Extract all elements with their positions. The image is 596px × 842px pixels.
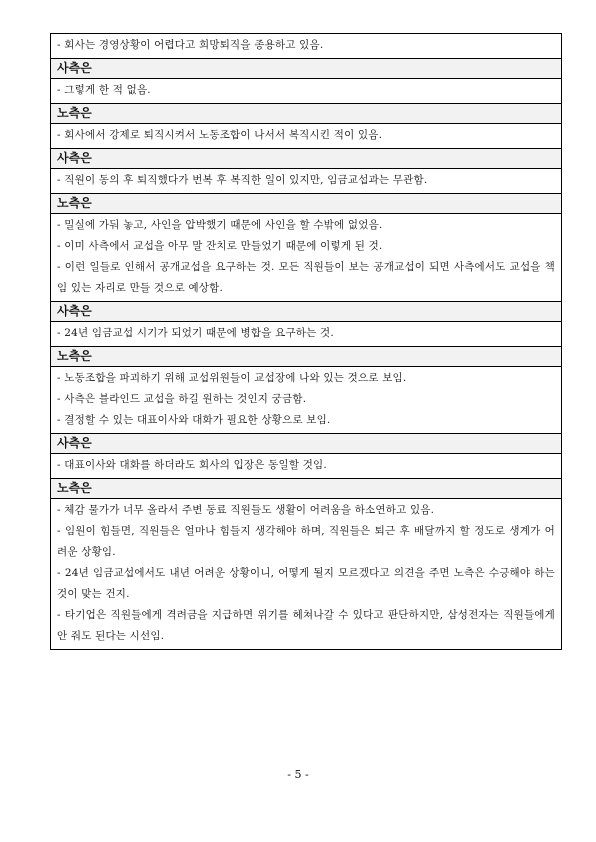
speech-line: - 노동조합을 파괴하기 위해 교섭위원들이 교섭장에 나와 있는 것으로 보임. <box>57 372 407 384</box>
speech-line: - 이미 사측에서 교섭을 아무 말 잔치로 만들었기 때문에 이렇게 된 것. <box>57 240 383 252</box>
speech-row <box>51 367 562 434</box>
speaker-label: 노측은 <box>51 479 562 499</box>
speech-line: - 임원이 힘들면, 직원들은 얼마나 힘들지 생각해야 하며, 직원들은 퇴근 후 배달까지 할 정도로 생계가 어려운 상황임. <box>57 525 555 558</box>
speaker-row <box>51 302 562 322</box>
speaker-row <box>51 59 562 79</box>
speech-line: - 사측은 블라인드 교섭을 하길 원하는 것인지 궁금함. <box>57 393 307 405</box>
speech-line: - 이런 일들로 인해서 공개교섭을 요구하는 것. 모든 직원들이 보는 공개교섭이 되면 사측에서도 교섭을 책임 있는 자리로 만들 것으로 예상함. <box>57 261 555 294</box>
speech-line: - 밀실에 가둬 놓고, 사인을 압박했기 때문에 사인을 할 수밖에 없었음. <box>57 219 383 231</box>
speech-line: - 회사에서 강제로 퇴직시켜서 노동조합이 나서서 복직시킨 적이 있음. <box>57 129 383 141</box>
speaker-label: 사측은 <box>51 59 562 79</box>
speech-row <box>51 499 562 650</box>
speech-line: - 결정할 수 있는 대표이사와 대화가 필요한 상황으로 보임. <box>57 414 331 426</box>
speaker-row <box>51 104 562 124</box>
speaker-row <box>51 434 562 454</box>
speech-row <box>51 169 562 194</box>
speech-cell <box>51 454 562 479</box>
speech-cell <box>51 34 562 59</box>
speech-line: - 직원이 동의 후 퇴직했다가 번복 후 복직한 일이 있지만, 임금교섭과는 무관함. <box>57 174 428 186</box>
speech-cell <box>51 367 562 434</box>
speech-row <box>51 322 562 347</box>
page-number: - 5 - <box>287 768 309 781</box>
speech-line: - 24년 임금교섭에서도 내년 어려운 상황이니, 어떻게 될지 모르겠다고 의견을 주면 노측은 수긍해야 하는 것이 맞는 건지. <box>57 567 555 600</box>
speaker-label: 노측은 <box>51 194 562 214</box>
speech-row <box>51 214 562 302</box>
speech-row <box>51 124 562 149</box>
speech-cell <box>51 322 562 347</box>
speech-row <box>51 34 562 59</box>
speech-cell <box>51 79 562 104</box>
speech-cell <box>51 499 562 650</box>
speech-line: - 타기업은 직원들에게 격려금을 지급하면 위기를 헤쳐나갈 수 있다고 판단하지만, 삼성전자는 직원들에게 안 줘도 된다는 시선임. <box>57 609 555 642</box>
speech-line: - 체감 물가가 너무 올라서 주변 동료 직원들도 생활이 어려움을 하소연하고 있음. <box>57 504 435 516</box>
speaker-label: 사측은 <box>51 302 562 322</box>
speech-cell <box>51 214 562 302</box>
speaker-row <box>51 347 562 367</box>
speaker-row <box>51 194 562 214</box>
speech-row <box>51 79 562 104</box>
minutes-table <box>50 33 562 650</box>
speech-line: - 대표이사와 대화를 하더라도 회사의 입장은 동일할 것임. <box>57 459 327 471</box>
speech-cell <box>51 124 562 149</box>
speaker-label: 사측은 <box>51 149 562 169</box>
speech-line: - 그렇게 한 적 없음. <box>57 84 151 96</box>
speech-line: - 24년 임금교섭 시기가 되었기 때문에 병합을 요구하는 것. <box>57 327 334 339</box>
speaker-row <box>51 479 562 499</box>
speech-line: - 회사는 경영상황이 어렵다고 희망퇴직을 종용하고 있음. <box>57 39 324 51</box>
speech-row <box>51 454 562 479</box>
speaker-label: 노측은 <box>51 104 562 124</box>
speaker-label: 사측은 <box>51 434 562 454</box>
speaker-row <box>51 149 562 169</box>
minutes-body <box>51 34 562 650</box>
speaker-label: 노측은 <box>51 347 562 367</box>
speech-cell <box>51 169 562 194</box>
